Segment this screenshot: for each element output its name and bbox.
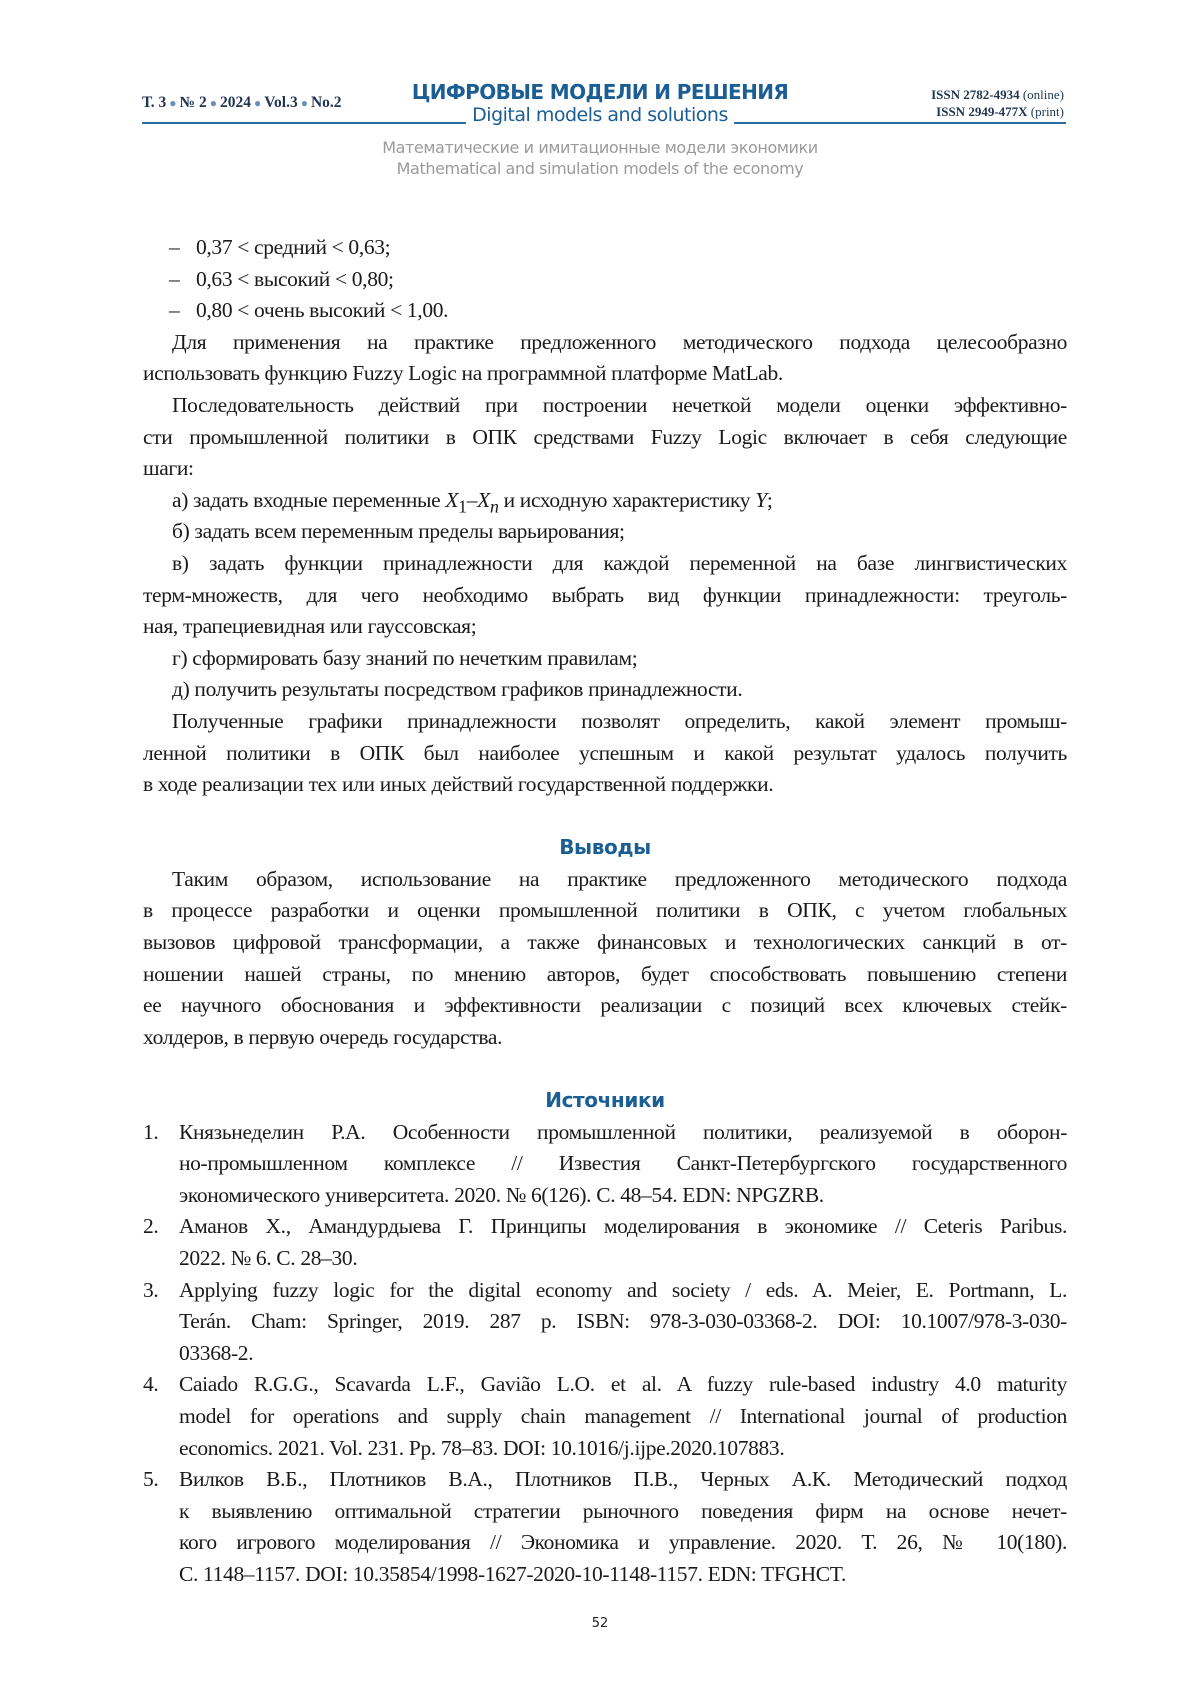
reference-line: 03368-2. <box>179 1340 254 1365</box>
t: – <box>466 487 478 512</box>
issn-online-note: (online) <box>1022 87 1064 102</box>
var-x: X <box>477 487 490 512</box>
bullet-icon: ● <box>209 96 217 110</box>
paragraph-line: Последовательность действий при построении нечеткой модели оценки эффективно- <box>172 392 1067 417</box>
conclusions-heading: Выводы <box>559 835 651 860</box>
reference-number: 1. <box>143 1119 159 1144</box>
paragraph-line: ношении нашей страны, по мнению авторов, будет способствовать повышению степени <box>143 961 1067 986</box>
reference-line: экономического университета. 2020. № 6(126). С. 48–54. EDN: NPGZRB. <box>179 1182 824 1207</box>
volume-en: Vol.3 <box>264 94 298 111</box>
paragraph-line: сти промышленной политики в ОПК средствами Fuzzy Logic включает в себя следующие <box>143 424 1067 449</box>
reference-item <box>143 1464 1067 1590</box>
step-e: д) получить результаты посредством графиков принадлежности. <box>172 677 743 702</box>
bullet-icon: ● <box>169 96 177 110</box>
step-d: г) сформировать базу знаний по нечетким правилам; <box>172 645 638 670</box>
reference-number: 3. <box>143 1277 159 1302</box>
reference-line: Applying fuzzy logic for the digital economy and society / eds. A. Meier, E. Portmann, L. <box>179 1277 1067 1302</box>
paragraph-line: ее научного обоснования и эффективности реализации с позиций всех ключевых стейк- <box>143 993 1067 1018</box>
reference-line: кого игрового моделирования // Экономика и управление. 2020. Т. 26, № 10(180). <box>179 1530 1067 1555</box>
reference-line: С. 1148–1157. DOI: 10.35854/1998-1627-2020-10-1148-1157. EDN: TFGHCT. <box>179 1561 846 1586</box>
step-b: б) задать всем переменным пределы варьирования; <box>172 519 625 544</box>
reference-number: 5. <box>143 1467 159 1492</box>
bullet-icon: ● <box>300 96 308 110</box>
list-item: – 0,63 < высокий < 0,80; <box>169 266 394 291</box>
paragraph-line: Таким образом, использование на практике предложенного методического подхода <box>172 866 1067 891</box>
reference-line: Аманов Х., Амандурдыева Г. Принципы моделирования в экономике // Ceteris Paribus. <box>179 1214 1067 1239</box>
references-heading: Источники <box>545 1088 665 1113</box>
reference-line: к выявлению оптимальной стратегии рыночного поведения фирм на основе нечет- <box>179 1498 1067 1523</box>
bullet-icon: ● <box>254 96 262 110</box>
paragraph-line: использовать функцию Fuzzy Logic на программной платформе MatLab. <box>143 361 783 386</box>
reference-item <box>143 1117 1067 1212</box>
step-c: в) задать функции принадлежности для каждой переменной на базе лингвистических <box>172 550 1067 575</box>
var-y: Y <box>755 487 767 512</box>
issn-online: ISSN 2782-4934 <box>931 87 1020 102</box>
t: а) задать входные переменные <box>172 487 446 512</box>
reference-number: 4. <box>143 1372 159 1397</box>
journal-title-en-text: Digital models and solutions <box>466 104 734 126</box>
reference-line: economics. 2021. Vol. 231. Pp. 78–83. DOI: 10.1016/j.ijpe.2020.107883. <box>179 1435 785 1460</box>
list-item-text: 0,63 < высокий < 0,80; <box>196 266 394 291</box>
step-c: терм-множеств, для чего необходимо выбрать вид функции принадлежности: треуголь- <box>143 582 1067 607</box>
paragraph-line: в ходе реализации тех или иных действий государственной поддержки. <box>143 772 774 797</box>
reference-line: Вилков В.Б., Плотников В.А., Плотников П.В., Черных А.К. Методический подход <box>179 1467 1067 1492</box>
reference-line: Князьнеделин Р.А. Особенности промышленной политики, реализуемой в оборон- <box>179 1119 1067 1144</box>
paragraph-line: шаги: <box>143 456 194 481</box>
journal-title-ru: ЦИФРОВЫЕ МОДЕЛИ И РЕШЕНИЯ <box>411 80 789 104</box>
step-c: ная, трапециевидная или гауссовская; <box>143 614 477 639</box>
paragraph-line: в процессе разработки и оценки промышленной политики в ОПК, с учетом глобальных <box>143 898 1067 923</box>
paragraph-line: Полученные графики принадлежности позволят определить, какой элемент промыш- <box>172 708 1067 733</box>
list-item-text: 0,80 < очень высокий < 1,00. <box>196 298 449 323</box>
t: и исходную характеристику <box>498 487 756 512</box>
issn-block <box>931 86 1064 120</box>
var-x: X <box>445 487 459 512</box>
paragraph-line: холдеров, в первую очередь государства. <box>143 1024 503 1049</box>
references-list <box>143 1117 1067 1591</box>
reference-item <box>143 1211 1067 1274</box>
list-item-text: 0,37 < средний < 0,63; <box>196 235 391 259</box>
reference-line: но-промышленном комплексе // Известия Санкт-Петербургского государственного <box>179 1151 1067 1176</box>
number-en: No.2 <box>310 94 342 111</box>
issn-print-note: (print) <box>1030 104 1064 119</box>
sub: n <box>489 496 499 517</box>
paragraph-line: вызовов цифровой трансформации, а также финансовых и технологических санкций в от- <box>143 930 1067 955</box>
list-item: – 0,37 < средний < 0,63; <box>169 235 391 259</box>
article-body <box>143 232 1067 1591</box>
number: № 2 <box>179 94 207 111</box>
sub: 1 <box>458 496 467 517</box>
reference-number: 2. <box>143 1214 159 1239</box>
reference-item <box>143 1275 1067 1370</box>
step-a <box>143 485 1067 517</box>
page-number: 52 <box>591 1616 609 1631</box>
t: ; <box>766 487 773 512</box>
reference-line: Caiado R.G.G., Scavarda L.F., Gavião L.O. et al. A fuzzy rule-based industry 4.0 maturity <box>179 1372 1067 1397</box>
paragraph-line: Для применения на практике предложенного методического подхода целесообразно <box>172 329 1067 354</box>
list-item: – 0,80 < очень высокий < 1,00. <box>169 298 449 323</box>
conclusions-text <box>143 864 1067 1054</box>
issn-print: ISSN 2949-477X <box>936 104 1028 119</box>
reference-line: Terán. Cham: Springer, 2019. 287 p. ISBN: 978-3-030-03368-2. DOI: 10.1007/978-3-030- <box>179 1309 1067 1334</box>
reference-line: 2022. № 6. С. 28–30. <box>179 1246 358 1270</box>
paragraph-line: ленной политики в ОПК был наиболее успешным и какой результат удалось получить <box>143 740 1067 765</box>
section-ru: Математические и имитационные модели экономики <box>382 138 818 157</box>
reference-line: model for operations and supply chain management // International journal of production <box>179 1403 1067 1428</box>
year: 2024 <box>220 94 251 111</box>
reference-item <box>143 1369 1067 1464</box>
section-en: Mathematical and simulation models of the economy <box>396 159 804 178</box>
volume: Т. 3 <box>142 94 167 111</box>
